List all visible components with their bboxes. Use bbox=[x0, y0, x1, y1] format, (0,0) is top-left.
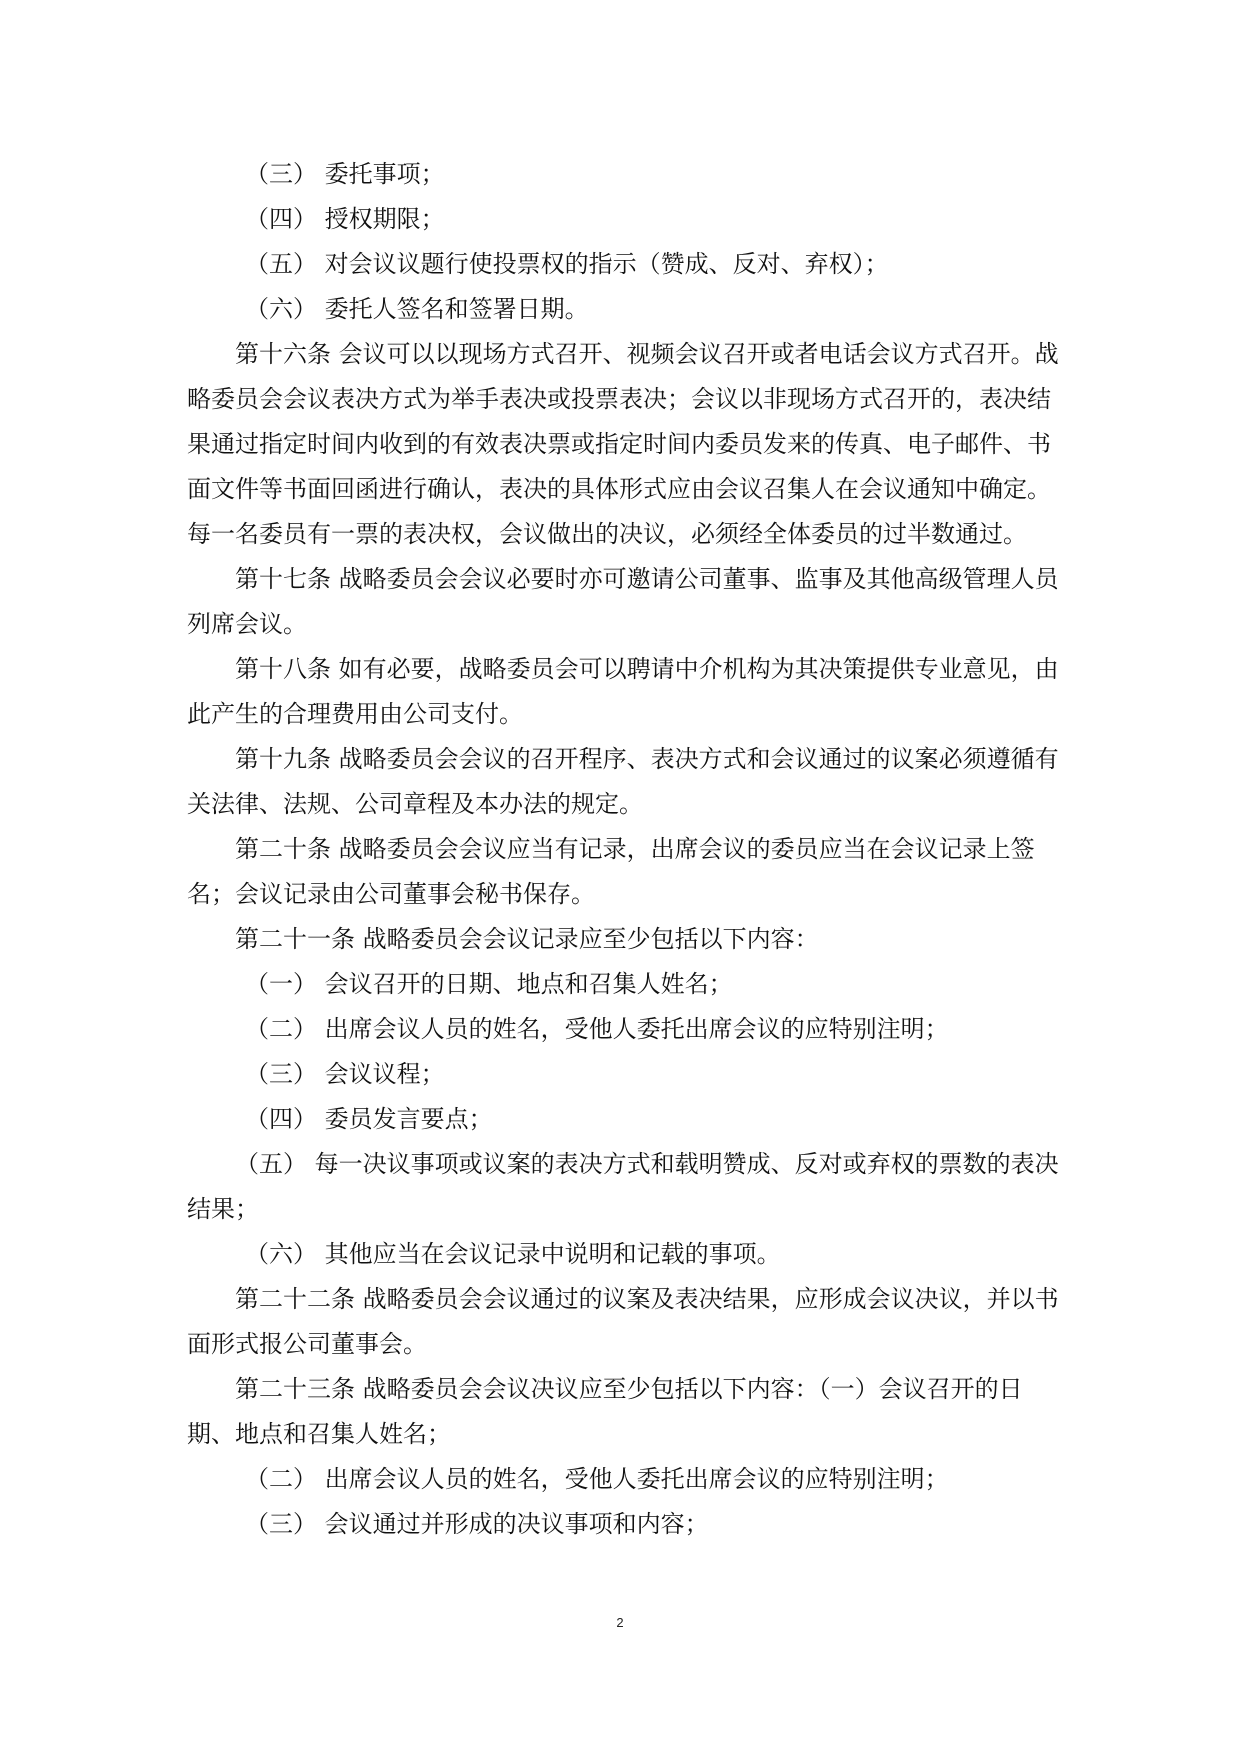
list-item-signature-date: （六） 委托人签名和签署日期。 bbox=[245, 295, 589, 323]
list-item-entrusted-matters: （三） 委托事项； bbox=[245, 160, 445, 188]
body-text bbox=[187, 152, 1067, 1547]
article-18: 第十八条 如有必要，战略委员会可以聘请中介机构为其决策提供专业意见，由此产生的合理费用由公司支付。 bbox=[187, 655, 1059, 728]
article-19: 第十九条 战略委员会会议的召开程序、表决方式和会议通过的议案必须遵循有关法律、法规、公司章程及本办法的规定。 bbox=[187, 745, 1059, 818]
record-item-3: （三） 会议议程； bbox=[245, 1060, 445, 1088]
article-17: 第十七条 战略委员会会议必要时亦可邀请公司董事、监事及其他高级管理人员列席会议。 bbox=[187, 565, 1059, 638]
article-20: 第二十条 战略委员会会议应当有记录，出席会议的委员应当在会议记录上签名；会议记录由公司董事会秘书保存。 bbox=[187, 835, 1035, 908]
article-23: 第二十三条 战略委员会会议决议应至少包括以下内容：（一）会议召开的日期、地点和召集人姓名； bbox=[187, 1375, 1023, 1448]
article-22: 第二十二条 战略委员会会议通过的议案及表决结果，应形成会议决议，并以书面形式报公司董事会。 bbox=[187, 1285, 1059, 1358]
record-item-4: （四） 委员发言要点； bbox=[245, 1105, 493, 1133]
page-number: 2 bbox=[616, 1615, 624, 1630]
record-item-5: （五） 每一决议事项或议案的表决方式和载明赞成、反对或弃权的票数的表决结果； bbox=[187, 1150, 1059, 1223]
article-16: 第十六条 会议可以以现场方式召开、视频会议召开或者电话会议方式召开。战略委员会会议表决方式为举手表决或投票表决；会议以非现场方式召开的，表决结果通过指定时间内收到的有效表决票或指定时间内委员发来的传真、电子邮件、书面文件等书面回函进行确认，表决的具体形式应由会议召集人在会议通知中确定。每一名委员有一票的表决权，会议做出的决议，必须经全体委员的过半数通过。 bbox=[187, 340, 1059, 548]
resolution-item-2: （二） 出席会议人员的姓名，受他人委托出席会议的应特别注明； bbox=[245, 1465, 949, 1493]
article-21: 第二十一条 战略委员会会议记录应至少包括以下内容： bbox=[235, 925, 819, 953]
list-item-authorization-period: （四） 授权期限； bbox=[245, 205, 445, 233]
resolution-item-3: （三） 会议通过并形成的决议事项和内容； bbox=[245, 1510, 709, 1538]
list-item-voting-instructions: （五） 对会议议题行使投票权的指示（赞成、反对、弃权）； bbox=[245, 250, 889, 278]
record-item-1: （一） 会议召开的日期、地点和召集人姓名； bbox=[245, 970, 733, 998]
record-item-2: （二） 出席会议人员的姓名，受他人委托出席会议的应特别注明； bbox=[245, 1015, 949, 1043]
record-item-6: （六） 其他应当在会议记录中说明和记载的事项。 bbox=[245, 1240, 781, 1268]
